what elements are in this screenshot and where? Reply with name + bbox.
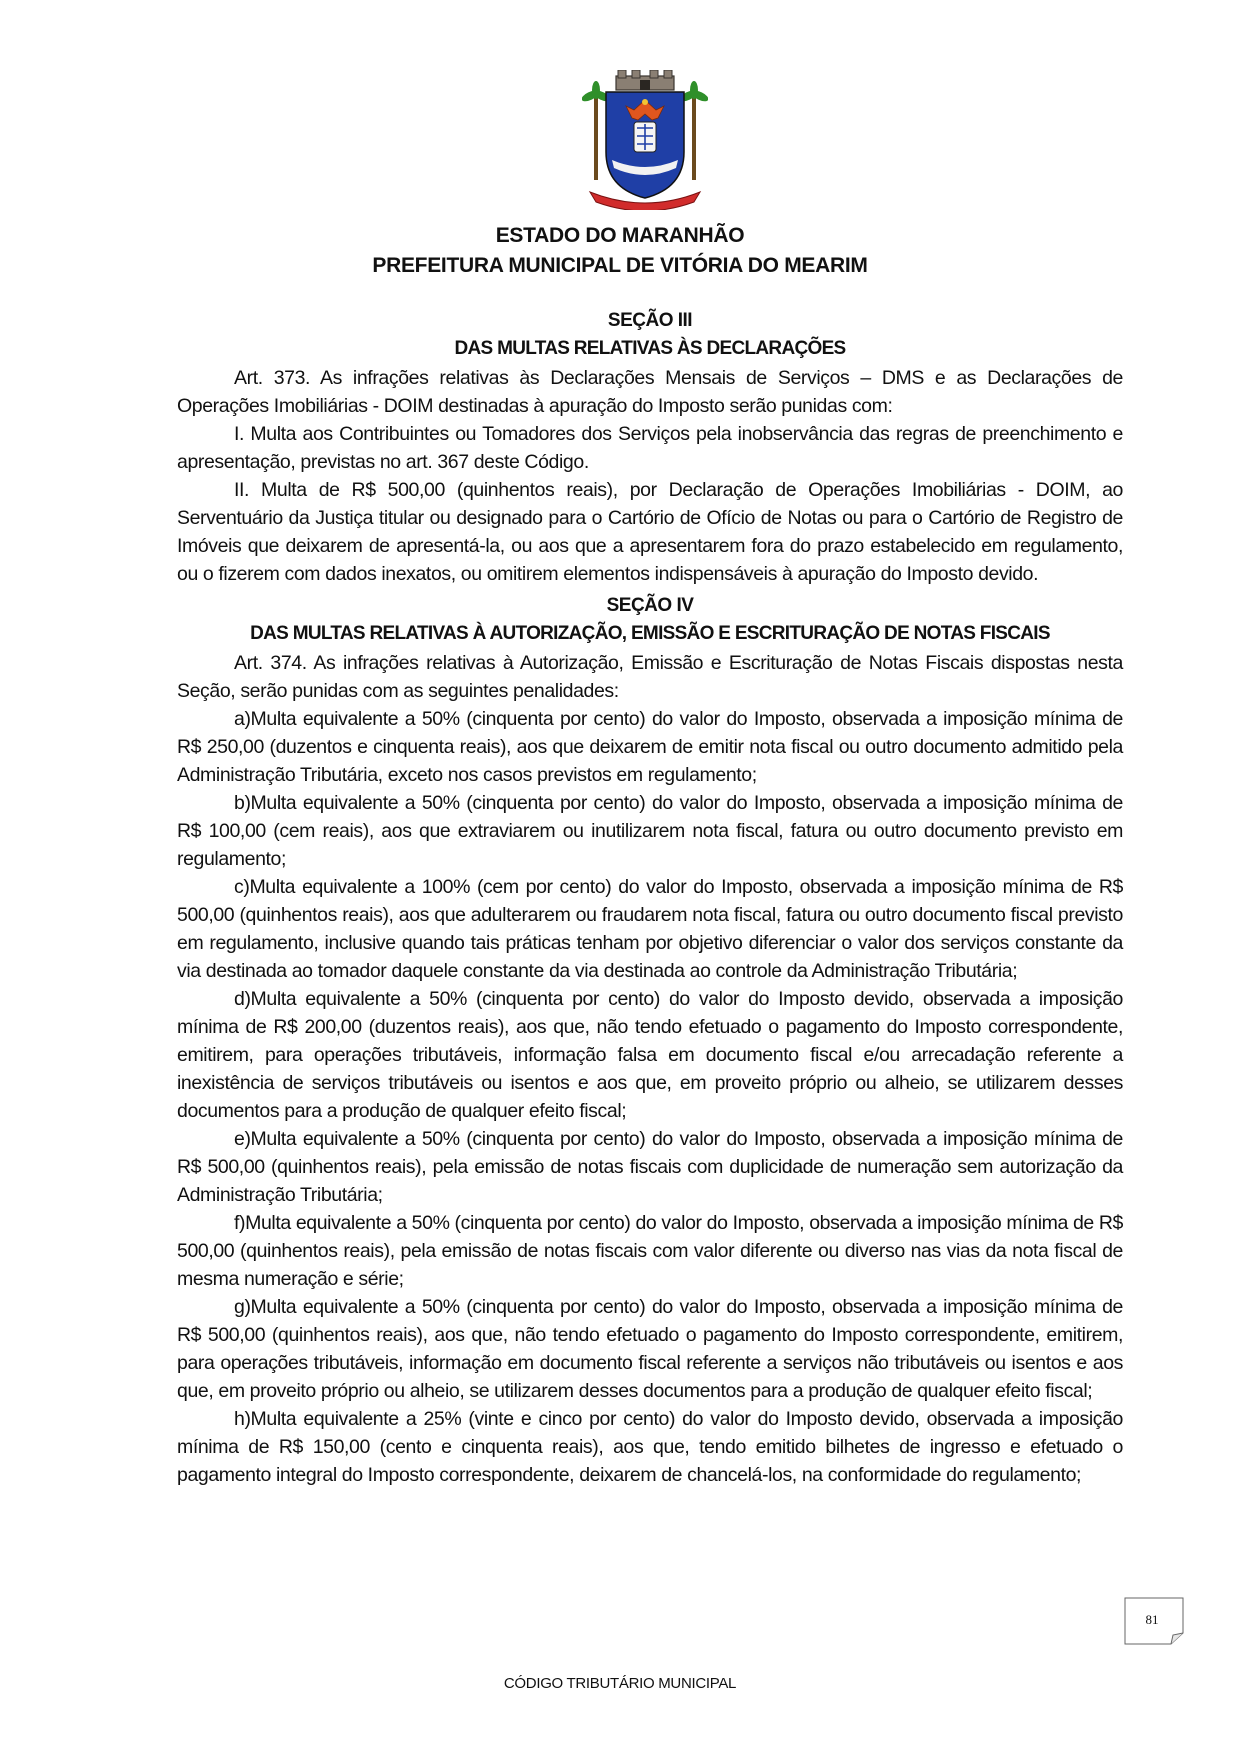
paragraph: f)Multa equivalente a 50% (cinquenta por cento) do valor do Imposto, observada a imposição mínima de R$ 500,00 (quinhentos reais), pela emissão de notas fiscais com valor diferente ou diverso nas vias da nota fiscal de mesma numeração e série;	[177, 1212, 1123, 1290]
state-heading: ESTADO DO MARANHÃO	[495, 224, 745, 247]
section-title: DAS MULTAS RELATIVAS À AUTORIZAÇÃO, EMISSÃO E ESCRITURAÇÃO DE NOTAS FISCAIS	[250, 623, 1050, 644]
page-footer: CÓDIGO TRIBUTÁRIO MUNICIPAL	[503, 1675, 737, 1692]
prefecture-heading: PREFEITURA MUNICIPAL DE VITÓRIA DO MEARIM	[372, 254, 868, 277]
coat-of-arms-emblem	[582, 70, 708, 210]
section-title: DAS MULTAS RELATIVAS ÀS DECLARAÇÕES	[454, 338, 846, 359]
paragraph: a)Multa equivalente a 50% (cinquenta por cento) do valor do Imposto, observada a imposição mínima de R$ 250,00 (duzentos e cinquenta reais), aos que deixarem de emitir nota fiscal ou outro documento admitido pela Administração Tributária, exceto nos casos previstos em regulamento;	[177, 708, 1123, 786]
paragraph: Art. 374. As infrações relativas à Autorização, Emissão e Escrituração de Notas Fiscais dispostas nesta Seção, serão punidas com as seguintes penalidades:	[177, 652, 1123, 702]
paragraph: h)Multa equivalente a 25% (vinte e cinco por cento) do valor do Imposto devido, observada a imposição mínima de R$ 150,00 (cento e cinquenta reais), aos que, tendo emitido bilhetes de ingresso e efetuado o pagamento integral do Imposto correspondente, deixarem de chancelá-los, na conformidade do regulamento;	[177, 1408, 1123, 1486]
section-number: SEÇÃO III	[607, 310, 693, 331]
paragraph: b)Multa equivalente a 50% (cinquenta por cento) do valor do Imposto, observada a imposição mínima de R$ 100,00 (cem reais), aos que extraviarem ou inutilizarem nota fiscal, fatura ou outro documento previsto em regulamento;	[177, 792, 1123, 870]
paragraph: II. Multa de R$ 500,00 (quinhentos reais), por Declaração de Operações Imobiliárias - DOIM, ao Serventuário da Justiça titular ou designado para o Cartório de Ofício de Notas ou para o Cartório de Registro de Imóveis que deixarem de apresentá-la, ou aos que a apresentarem fora do prazo estabelecido em regulamento, ou o fizerem com dados inexatos, ou omitirem elementos indispensáveis à apuração do Imposto devido.	[177, 479, 1123, 585]
paragraph: I. Multa aos Contribuintes ou Tomadores dos Serviços pela inobservância das regras de preenchimento e apresentação, previstas no art. 367 deste Código.	[177, 423, 1123, 473]
paragraph: g)Multa equivalente a 50% (cinquenta por cento) do valor do Imposto, observada a imposição mínima de R$ 500,00 (quinhentos reais), aos que, não tendo efetuado o pagamento do Imposto correspondente, emitirem, para operações tributáveis, informação em documento fiscal referente a serviços não tributáveis ou isentos e aos que, em proveito próprio ou alheio, se utilizarem desses documentos para a produção de qualquer efeito fiscal;	[177, 1296, 1123, 1402]
document-body	[177, 307, 1123, 1489]
paragraph: e)Multa equivalente a 50% (cinquenta por cento) do valor do Imposto, observada a imposição mínima de R$ 500,00 (quinhentos reais), pela emissão de notas fiscais com duplicidade de numeração sem autorização da Administração Tributária;	[177, 1128, 1123, 1206]
paragraph: Art. 373. As infrações relativas às Declarações Mensais de Serviços – DMS e as Declarações de Operações Imobiliárias - DOIM destinadas à apuração do Imposto serão punidas com:	[177, 367, 1123, 417]
paragraph: c)Multa equivalente a 100% (cem por cento) do valor do Imposto, observada a imposição mínima de R$ 500,00 (quinhentos reais), aos que adulterarem ou fraudarem nota fiscal, fatura ou outro documento fiscal previsto em regulamento, inclusive quando tais práticas tenham por objetivo diferenciar o valor dos serviços constante da via destinada ao tomador daquele constante da via destinada ao controle da Administração Tributária;	[177, 876, 1123, 982]
section-number: SEÇÃO IV	[606, 595, 694, 616]
page-number: 81	[1145, 1612, 1159, 1627]
paragraph: d)Multa equivalente a 50% (cinquenta por cento) do valor do Imposto devido, observada a imposição mínima de R$ 200,00 (duzentos reais), aos que, não tendo efetuado o pagamento do Imposto correspondente, emitirem, para operações tributáveis, informação falsa em documento fiscal e/ou arrecadação referente a inexistência de serviços tributáveis ou isentos e aos que, em proveito próprio ou alheio, se utilizarem desses documentos para a produção de qualquer efeito fiscal;	[177, 988, 1123, 1122]
